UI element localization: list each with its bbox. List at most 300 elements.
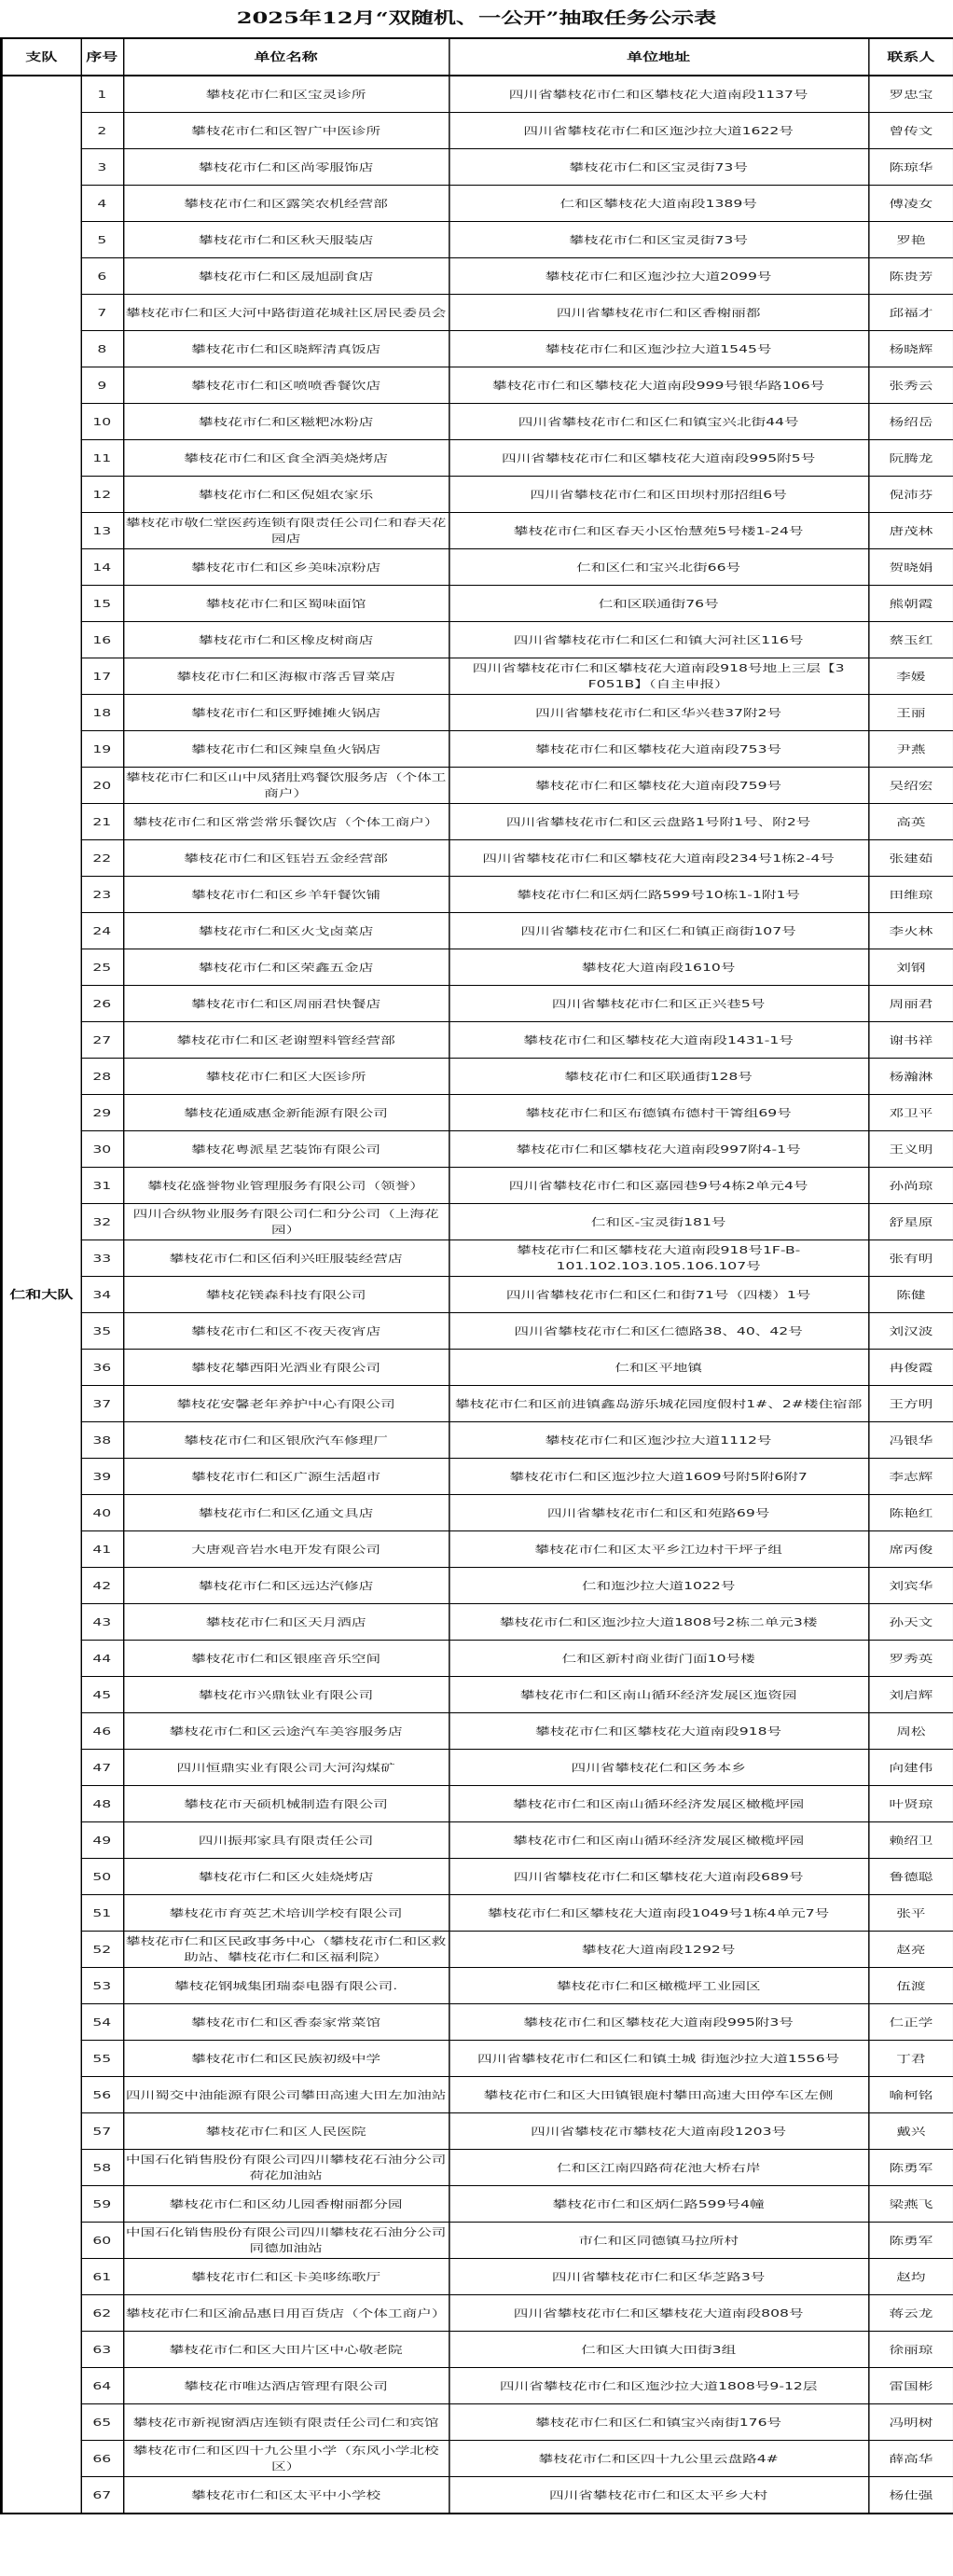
- contact-cell: 刘钢: [868, 949, 953, 986]
- unit-name-cell: 攀枝花市仁和区大田片区中心敬老院: [123, 2332, 449, 2368]
- seq-cell: 36: [81, 1350, 123, 1386]
- address-cell: 攀枝花市仁和区南山循环经济发展区橄榄坪园: [449, 1822, 868, 1859]
- seq-cell: 29: [81, 1095, 123, 1131]
- seq-cell: 21: [81, 804, 123, 840]
- contact-cell: 冉俊霞: [868, 1350, 953, 1386]
- table-row: [1, 1568, 953, 1604]
- table-row: [1, 2004, 953, 2041]
- contact-cell: 李媛: [868, 658, 953, 695]
- contact-cell: 蒋云龙: [868, 2295, 953, 2332]
- table-row: [1, 1059, 953, 1095]
- address-cell: 攀枝花市仁和区攀枝花大道南段999号银华路106号: [449, 367, 868, 404]
- table-row: [1, 2150, 953, 2186]
- table-row: [1, 840, 953, 877]
- seq-cell: 16: [81, 622, 123, 658]
- contact-cell: 戴兴: [868, 2113, 953, 2150]
- seq-cell: 45: [81, 1677, 123, 1713]
- address-cell: 攀枝花市仁和区前进镇鑫岛游乐城花园度假村1#、2#楼住宿部: [449, 1386, 868, 1422]
- unit-name-cell: 攀枝花通威惠金新能源有限公司: [123, 1095, 449, 1131]
- table-row: [1, 1604, 953, 1641]
- seq-cell: 6: [81, 258, 123, 295]
- unit-name-cell: 攀枝花市仁和区宝灵诊所: [123, 76, 449, 113]
- unit-name-cell: 攀枝花市仁和区火戈卤菜店: [123, 913, 449, 949]
- contact-cell: 吴绍宏: [868, 768, 953, 804]
- unit-name-cell: 攀枝花市仁和区卡美哆练歌厅: [123, 2259, 449, 2295]
- seq-cell: 59: [81, 2186, 123, 2223]
- address-cell: 四川省攀枝花市仁和区攀枝花大道南段689号: [449, 1859, 868, 1895]
- contact-cell: 谢书祥: [868, 1022, 953, 1059]
- unit-name-cell: 攀枝花市仁和区云途汽车美容服务店: [123, 1713, 449, 1750]
- contact-cell: 刘启辉: [868, 1677, 953, 1713]
- address-cell: 攀枝花市仁和区春天小区怡慧苑5号楼1-24号: [449, 513, 868, 549]
- seq-cell: 28: [81, 1059, 123, 1095]
- address-cell: 攀枝花市仁和区攀枝花大道南段1049号1栋4单元7号: [449, 1895, 868, 1932]
- unit-name-cell: 攀枝花市天硕机械制造有限公司: [123, 1786, 449, 1822]
- unit-name-cell: 攀枝花市仁和区喷喷香餐饮店: [123, 367, 449, 404]
- seq-cell: 40: [81, 1495, 123, 1531]
- unit-name-cell: 攀枝花市仁和区倪姐农家乐: [123, 477, 449, 513]
- unit-name-cell: 攀枝花市仁和区海椒市落舌冒菜店: [123, 658, 449, 695]
- address-cell: 攀枝花市仁和区南山循环经济发展区迤资园: [449, 1677, 868, 1713]
- unit-name-cell: 攀枝花市仁和区幼儿园香榭丽都分园: [123, 2186, 449, 2223]
- address-cell: 攀枝花大道南段1610号: [449, 949, 868, 986]
- contact-cell: 陈贵芳: [868, 258, 953, 295]
- table-row: [1, 1859, 953, 1895]
- address-cell: 攀枝花市仁和区宝灵街73号: [449, 149, 868, 186]
- unit-name-cell: 攀枝花市仁和区食全酒美烧烤店: [123, 440, 449, 477]
- contact-cell: 傅凌女: [868, 186, 953, 222]
- seq-cell: 17: [81, 658, 123, 695]
- address-cell: 四川省攀枝花市仁和区仁和街71号（四楼）1号: [449, 1277, 868, 1313]
- header-name: 单位名称: [123, 38, 449, 76]
- unit-name-cell: 攀枝花市仁和区蜀味面馆: [123, 586, 449, 622]
- address-cell: 四川省攀枝花市仁和区攀枝花大道南段234号1栋2-4号: [449, 840, 868, 877]
- unit-name-cell: 大唐观音岩水电开发有限公司: [123, 1531, 449, 1568]
- contact-cell: 雷国彬: [868, 2368, 953, 2404]
- seq-cell: 24: [81, 913, 123, 949]
- unit-name-cell: 攀枝花市仁和区橡皮树商店: [123, 622, 449, 658]
- contact-cell: 陈健: [868, 1277, 953, 1313]
- address-cell: 四川省攀枝花市仁和区正兴巷5号: [449, 986, 868, 1022]
- unit-name-cell: 攀枝花镁森科技有限公司: [123, 1277, 449, 1313]
- seq-cell: 30: [81, 1131, 123, 1168]
- seq-cell: 3: [81, 149, 123, 186]
- table-row: [1, 1895, 953, 1932]
- address-cell: 四川省攀枝花仁和区务本乡: [449, 1750, 868, 1786]
- contact-cell: 周松: [868, 1713, 953, 1750]
- table-row: [1, 804, 953, 840]
- header-row: [1, 38, 953, 76]
- unit-name-cell: 攀枝花市仁和区周丽君快餐店: [123, 986, 449, 1022]
- contact-cell: 邓卫平: [868, 1095, 953, 1131]
- table-row: [1, 2404, 953, 2441]
- address-cell: 攀枝花市仁和区迤沙拉大道1808号2栋二单元3楼: [449, 1604, 868, 1641]
- address-cell: 四川省攀枝花市仁和区攀枝花大道南段918号地上三层【3 F051B】（自主申报）: [449, 658, 868, 695]
- contact-cell: 鲁德聪: [868, 1859, 953, 1895]
- table-row: [1, 2113, 953, 2150]
- contact-cell: 席丙俊: [868, 1531, 953, 1568]
- unit-name-cell: 攀枝花市仁和区人民医院: [123, 2113, 449, 2150]
- address-cell: 攀枝花市仁和区攀枝花大道南段918号: [449, 1713, 868, 1750]
- unit-name-cell: 攀枝花市育英艺术培训学校有限公司: [123, 1895, 449, 1932]
- contact-cell: 杨瀚淋: [868, 1059, 953, 1095]
- seq-cell: 67: [81, 2477, 123, 2514]
- table-row: [1, 1750, 953, 1786]
- address-cell: 攀枝花市仁和区宝灵街73号: [449, 222, 868, 258]
- contact-cell: 张平: [868, 1895, 953, 1932]
- seq-cell: 46: [81, 1713, 123, 1750]
- contact-cell: 仁正学: [868, 2004, 953, 2041]
- address-cell: 四川省攀枝花市仁和区仁和镇土城 街迤沙拉大道1556号: [449, 2041, 868, 2077]
- address-cell: 四川省攀枝花市仁和区攀枝花大道南段1137号: [449, 76, 868, 113]
- table-row: [1, 1531, 953, 1568]
- contact-cell: 蔡玉红: [868, 622, 953, 658]
- table-row: [1, 549, 953, 586]
- table-row: [1, 76, 953, 113]
- contact-cell: 赵亮: [868, 1932, 953, 1968]
- address-cell: 攀枝花市仁和区仁和镇宝兴南街176号: [449, 2404, 868, 2441]
- seq-cell: 4: [81, 186, 123, 222]
- unit-name-cell: 攀枝花市仁和区乡美味凉粉店: [123, 549, 449, 586]
- contact-cell: 陈勇军: [868, 2150, 953, 2186]
- address-cell: 攀枝花市仁和区南山循环经济发展区橄榄坪园: [449, 1786, 868, 1822]
- contact-cell: 张有明: [868, 1240, 953, 1277]
- seq-cell: 64: [81, 2368, 123, 2404]
- page-title: 2025年12月“双随机、一公开”抽取任务公示表: [236, 9, 717, 28]
- table-row: [1, 2186, 953, 2223]
- seq-cell: 55: [81, 2041, 123, 2077]
- contact-cell: 徐丽琼: [868, 2332, 953, 2368]
- seq-cell: 31: [81, 1168, 123, 1204]
- contact-cell: 王丽: [868, 695, 953, 731]
- unit-name-cell: 攀枝花市敬仁堂医药连锁有限责任公司仁和春天花园店: [123, 513, 449, 549]
- unit-name-cell: 攀枝花市仁和区香泰家常菜馆: [123, 2004, 449, 2041]
- address-cell: 四川省攀枝花市仁和区仁和镇宝兴北街44号: [449, 404, 868, 440]
- address-cell: 四川省攀枝花市仁和区香榭丽都: [449, 295, 868, 331]
- table-row: [1, 949, 953, 986]
- address-cell: 市仁和区同德镇马拉所村: [449, 2223, 868, 2259]
- table-row: [1, 1677, 953, 1713]
- address-cell: 攀枝花市仁和区攀枝花大道南段918号1F-B-101.102.103.105.106.107号: [449, 1240, 868, 1277]
- contact-cell: 梁燕飞: [868, 2186, 953, 2223]
- table-row: [1, 2077, 953, 2113]
- unit-name-cell: 攀枝花市仁和区太平中小学校: [123, 2477, 449, 2514]
- header-contact: 联系人: [868, 38, 953, 76]
- unit-name-cell: 攀枝花攀西阳光酒业有限公司: [123, 1350, 449, 1386]
- unit-name-cell: 攀枝花市仁和区常尝常乐餐饮店（个体工商户）: [123, 804, 449, 840]
- table-row: [1, 222, 953, 258]
- header-seq: 序号: [81, 38, 123, 76]
- table-row: [1, 1277, 953, 1313]
- address-cell: 仁和区新村商业街门面10号楼: [449, 1641, 868, 1677]
- contact-cell: 刘汉波: [868, 1313, 953, 1350]
- table-row: [1, 1240, 953, 1277]
- contact-cell: 薛高华: [868, 2441, 953, 2477]
- table-row: [1, 1168, 953, 1204]
- unit-name-cell: 攀枝花盛誉物业管理服务有限公司（领誉）: [123, 1168, 449, 1204]
- address-cell: 攀枝花市仁和区炳仁路599号10栋1-1附1号: [449, 877, 868, 913]
- contact-cell: 杨绍岳: [868, 404, 953, 440]
- address-cell: 仁和区平地镇: [449, 1350, 868, 1386]
- unit-name-cell: 攀枝花市仁和区尚零服饰店: [123, 149, 449, 186]
- seq-cell: 42: [81, 1568, 123, 1604]
- contact-cell: 丁君: [868, 2041, 953, 2077]
- table-row: [1, 2223, 953, 2259]
- unit-name-cell: 攀枝花市仁和区不夜天夜宵店: [123, 1313, 449, 1350]
- contact-cell: 王方明: [868, 1386, 953, 1422]
- unit-name-cell: 攀枝花市仁和区民族初级中学: [123, 2041, 449, 2077]
- unit-name-cell: 攀枝花市仁和区秋天服装店: [123, 222, 449, 258]
- address-cell: 攀枝花市仁和区迤沙拉大道2099号: [449, 258, 868, 295]
- address-cell: 四川省攀枝花市仁和区华芝路3号: [449, 2259, 868, 2295]
- address-cell: 四川省攀枝花市仁和区太平乡大村: [449, 2477, 868, 2514]
- unit-name-cell: 四川蜀交中油能源有限公司攀田高速大田左加油站: [123, 2077, 449, 2113]
- seq-cell: 9: [81, 367, 123, 404]
- task-table: [0, 37, 953, 2514]
- address-cell: 仁和区联通街76号: [449, 586, 868, 622]
- table-row: [1, 2441, 953, 2477]
- contact-cell: 孙尚琼: [868, 1168, 953, 1204]
- address-cell: 四川省攀枝花市仁和区华兴巷37附2号: [449, 695, 868, 731]
- table-row: [1, 2477, 953, 2514]
- unit-name-cell: 攀枝花市仁和区露笑农机经营部: [123, 186, 449, 222]
- contact-cell: 倪沛芬: [868, 477, 953, 513]
- unit-name-cell: 攀枝花市仁和区亿通文具店: [123, 1495, 449, 1531]
- table-row: [1, 113, 953, 149]
- unit-name-cell: 攀枝花市仁和区晟旭副食店: [123, 258, 449, 295]
- unit-name-cell: 攀枝花市仁和区野摊摊火锅店: [123, 695, 449, 731]
- table-row: [1, 768, 953, 804]
- unit-name-cell: 攀枝花市新视窗酒店连锁有限责任公司仁和宾馆: [123, 2404, 449, 2441]
- contact-cell: 孙天文: [868, 1604, 953, 1641]
- contact-cell: 王义明: [868, 1131, 953, 1168]
- seq-cell: 27: [81, 1022, 123, 1059]
- unit-name-cell: 攀枝花市仁和区银座音乐空间: [123, 1641, 449, 1677]
- seq-cell: 2: [81, 113, 123, 149]
- table-row: [1, 986, 953, 1022]
- table-row: [1, 1131, 953, 1168]
- contact-cell: 田维琼: [868, 877, 953, 913]
- table-row: [1, 149, 953, 186]
- contact-cell: 张建茹: [868, 840, 953, 877]
- seq-cell: 61: [81, 2259, 123, 2295]
- table-row: [1, 1932, 953, 1968]
- unit-name-cell: 攀枝花市仁和区钰岩五金经营部: [123, 840, 449, 877]
- table-row: [1, 331, 953, 367]
- unit-name-cell: 攀枝花市仁和区渝品惠日用百货店（个体工商户）: [123, 2295, 449, 2332]
- address-cell: 攀枝花市仁和区炳仁路599号4幢: [449, 2186, 868, 2223]
- table-row: [1, 1786, 953, 1822]
- seq-cell: 51: [81, 1895, 123, 1932]
- table-row: [1, 622, 953, 658]
- address-cell: 攀枝花市仁和区太平乡江边村干坪子组: [449, 1531, 868, 1568]
- address-cell: 四川省攀枝花市仁和区云盘路1号附1号、附2号: [449, 804, 868, 840]
- unit-name-cell: 攀枝花市仁和区广源生活超市: [123, 1459, 449, 1495]
- table-row: [1, 1822, 953, 1859]
- seq-cell: 48: [81, 1786, 123, 1822]
- contact-cell: 曾传文: [868, 113, 953, 149]
- address-cell: 仁和区大田镇大田街3组: [449, 2332, 868, 2368]
- table-row: [1, 2295, 953, 2332]
- table-row: [1, 440, 953, 477]
- unit-name-cell: 攀枝花市仁和区天月酒店: [123, 1604, 449, 1641]
- unit-name-cell: 攀枝花市仁和区辣皇鱼火锅店: [123, 731, 449, 768]
- unit-name-cell: 攀枝花市兴鼎钛业有限公司: [123, 1677, 449, 1713]
- contact-cell: 周丽君: [868, 986, 953, 1022]
- seq-cell: 11: [81, 440, 123, 477]
- seq-cell: 50: [81, 1859, 123, 1895]
- table-row: [1, 2041, 953, 2077]
- seq-cell: 56: [81, 2077, 123, 2113]
- seq-cell: 14: [81, 549, 123, 586]
- contact-cell: 贺晓娟: [868, 549, 953, 586]
- address-cell: 四川省攀枝花市仁和区攀枝花大道南段995附5号: [449, 440, 868, 477]
- seq-cell: 47: [81, 1750, 123, 1786]
- contact-cell: 喻柯铭: [868, 2077, 953, 2113]
- address-cell: 攀枝花市仁和区迤沙拉大道1112号: [449, 1422, 868, 1459]
- address-cell: 仁和区仁和宝兴北街66号: [449, 549, 868, 586]
- seq-cell: 7: [81, 295, 123, 331]
- address-cell: 四川省攀枝花市仁和区嘉园巷9号4栋2单元4号: [449, 1168, 868, 1204]
- seq-cell: 53: [81, 1968, 123, 2004]
- seq-cell: 35: [81, 1313, 123, 1350]
- address-cell: 攀枝花市仁和区迤沙拉大道1545号: [449, 331, 868, 367]
- unit-name-cell: 攀枝花市仁和区乡羊轩餐饮铺: [123, 877, 449, 913]
- unit-name-cell: 攀枝花市仁和区老谢塑料管经营部: [123, 1022, 449, 1059]
- contact-cell: 刘宾华: [868, 1568, 953, 1604]
- table-row: [1, 913, 953, 949]
- address-cell: 四川省攀枝花市仁和区和苑路69号: [449, 1495, 868, 1531]
- unit-name-cell: 攀枝花市仁和区山中凤猪肚鸡餐饮服务店（个体工商户）: [123, 768, 449, 804]
- address-cell: 攀枝花市仁和区大田镇银鹿村攀田高速大田停车区左侧: [449, 2077, 868, 2113]
- table-row: [1, 1422, 953, 1459]
- seq-cell: 57: [81, 2113, 123, 2150]
- table-row: [1, 695, 953, 731]
- seq-cell: 13: [81, 513, 123, 549]
- contact-cell: 罗艳: [868, 222, 953, 258]
- address-cell: 攀枝花市仁和区橄榄坪工业园区: [449, 1968, 868, 2004]
- address-cell: 攀枝花市仁和区攀枝花大道南段997附4-1号: [449, 1131, 868, 1168]
- contact-cell: 熊朝霞: [868, 586, 953, 622]
- address-cell: 攀枝花市仁和区攀枝花大道南段1431-1号: [449, 1022, 868, 1059]
- unit-name-cell: 攀枝花市仁和区民政事务中心（攀枝花市仁和区救助站、攀枝花市仁和区福利院）: [123, 1932, 449, 1968]
- unit-name-cell: 攀枝花市仁和区四十九公里小学（东风小学北校区）: [123, 2441, 449, 2477]
- unit-name-cell: 攀枝花安馨老年养护中心有限公司: [123, 1386, 449, 1422]
- unit-name-cell: 四川振邦家具有限责任公司: [123, 1822, 449, 1859]
- address-cell: 攀枝花市仁和区四十九公里云盘路4#: [449, 2441, 868, 2477]
- seq-cell: 19: [81, 731, 123, 768]
- address-cell: 四川省攀枝花市仁和区田坝村那招组6号: [449, 477, 868, 513]
- unit-name-cell: 攀枝花市仁和区智广中医诊所: [123, 113, 449, 149]
- seq-cell: 41: [81, 1531, 123, 1568]
- contact-cell: 李志辉: [868, 1459, 953, 1495]
- table-row: [1, 1641, 953, 1677]
- seq-cell: 52: [81, 1932, 123, 1968]
- address-cell: 攀枝花市仁和区攀枝花大道南段995附3号: [449, 2004, 868, 2041]
- contact-cell: 邱福才: [868, 295, 953, 331]
- seq-cell: 25: [81, 949, 123, 986]
- seq-cell: 23: [81, 877, 123, 913]
- address-cell: 仁和迤沙拉大道1022号: [449, 1568, 868, 1604]
- unit-name-cell: 中国石化销售股份有限公司四川攀枝花石油分公司同德加油站: [123, 2223, 449, 2259]
- seq-cell: 32: [81, 1204, 123, 1240]
- unit-name-cell: 攀枝花市仁和区佰利兴旺服装经营店: [123, 1240, 449, 1277]
- address-cell: 仁和区江南四路荷花池大桥右岸: [449, 2150, 868, 2186]
- table-row: [1, 1386, 953, 1422]
- table-row: [1, 2368, 953, 2404]
- table-row: [1, 2259, 953, 2295]
- seq-cell: 5: [81, 222, 123, 258]
- unit-name-cell: 攀枝花粤派星艺装饰有限公司: [123, 1131, 449, 1168]
- seq-cell: 37: [81, 1386, 123, 1422]
- table-row: [1, 1313, 953, 1350]
- unit-name-cell: 攀枝花钢城集团瑞泰电器有限公司.: [123, 1968, 449, 2004]
- table-row: [1, 1713, 953, 1750]
- seq-cell: 26: [81, 986, 123, 1022]
- contact-cell: 赖绍卫: [868, 1822, 953, 1859]
- seq-cell: 62: [81, 2295, 123, 2332]
- unit-name-cell: 攀枝花市仁和区大河中路街道花城社区居民委员会: [123, 295, 449, 331]
- address-cell: 四川省攀枝花市仁和区迤沙拉大道1808号9-12层: [449, 2368, 868, 2404]
- seq-cell: 66: [81, 2441, 123, 2477]
- table-row: [1, 1495, 953, 1531]
- seq-cell: 33: [81, 1240, 123, 1277]
- address-cell: 攀枝花市仁和区迤沙拉大道1609号附5附6附7: [449, 1459, 868, 1495]
- unit-name-cell: 攀枝花市仁和区银欣汽车修理厂: [123, 1422, 449, 1459]
- seq-cell: 22: [81, 840, 123, 877]
- unit-name-cell: 攀枝花市仁和区晓辉清真饭店: [123, 331, 449, 367]
- address-cell: 四川省攀枝花市仁和区仁和镇大河社区116号: [449, 622, 868, 658]
- address-cell: 四川省攀枝花市仁和区仁德路38、40、42号: [449, 1313, 868, 1350]
- unit-name-cell: 攀枝花市仁和区大医诊所: [123, 1059, 449, 1095]
- address-cell: 攀枝花市仁和区联通街128号: [449, 1059, 868, 1095]
- table-row: [1, 258, 953, 295]
- table-row: [1, 404, 953, 440]
- address-cell: 攀枝花市仁和区攀枝花大道南段753号: [449, 731, 868, 768]
- seq-cell: 44: [81, 1641, 123, 1677]
- unit-name-cell: 中国石化销售股份有限公司四川攀枝花石油分公司荷花加油站: [123, 2150, 449, 2186]
- seq-cell: 12: [81, 477, 123, 513]
- contact-cell: 杨晓辉: [868, 331, 953, 367]
- seq-cell: 38: [81, 1422, 123, 1459]
- address-cell: 攀枝花市仁和区攀枝花大道南段759号: [449, 768, 868, 804]
- seq-cell: 1: [81, 76, 123, 113]
- contact-cell: 舒星原: [868, 1204, 953, 1240]
- table-row: [1, 295, 953, 331]
- unit-name-cell: 攀枝花市仁和区荣鑫五金店: [123, 949, 449, 986]
- seq-cell: 65: [81, 2404, 123, 2441]
- seq-cell: 15: [81, 586, 123, 622]
- unit-name-cell: 攀枝花市仁和区远达汽修店: [123, 1568, 449, 1604]
- contact-cell: 唐茂林: [868, 513, 953, 549]
- unit-name-cell: 四川合纵物业服务有限公司仁和分公司（上海花园）: [123, 1204, 449, 1240]
- unit-name-cell: 攀枝花市仁和区糍粑冰粉店: [123, 404, 449, 440]
- table-row: [1, 2332, 953, 2368]
- table-row: [1, 513, 953, 549]
- seq-cell: 18: [81, 695, 123, 731]
- table-row: [1, 1204, 953, 1240]
- address-cell: 四川省攀枝花市仁和区仁和镇正商街107号: [449, 913, 868, 949]
- contact-cell: 叶贤琼: [868, 1786, 953, 1822]
- seq-cell: 63: [81, 2332, 123, 2368]
- table-row: [1, 1459, 953, 1495]
- seq-cell: 54: [81, 2004, 123, 2041]
- table-row: [1, 1968, 953, 2004]
- seq-cell: 8: [81, 331, 123, 367]
- unit-name-cell: 攀枝花市唯达酒店管理有限公司: [123, 2368, 449, 2404]
- address-cell: 四川省攀枝花市仁和区攀枝花大道南段808号: [449, 2295, 868, 2332]
- address-cell: 攀枝花市仁和区布德镇布德村干箐组69号: [449, 1095, 868, 1131]
